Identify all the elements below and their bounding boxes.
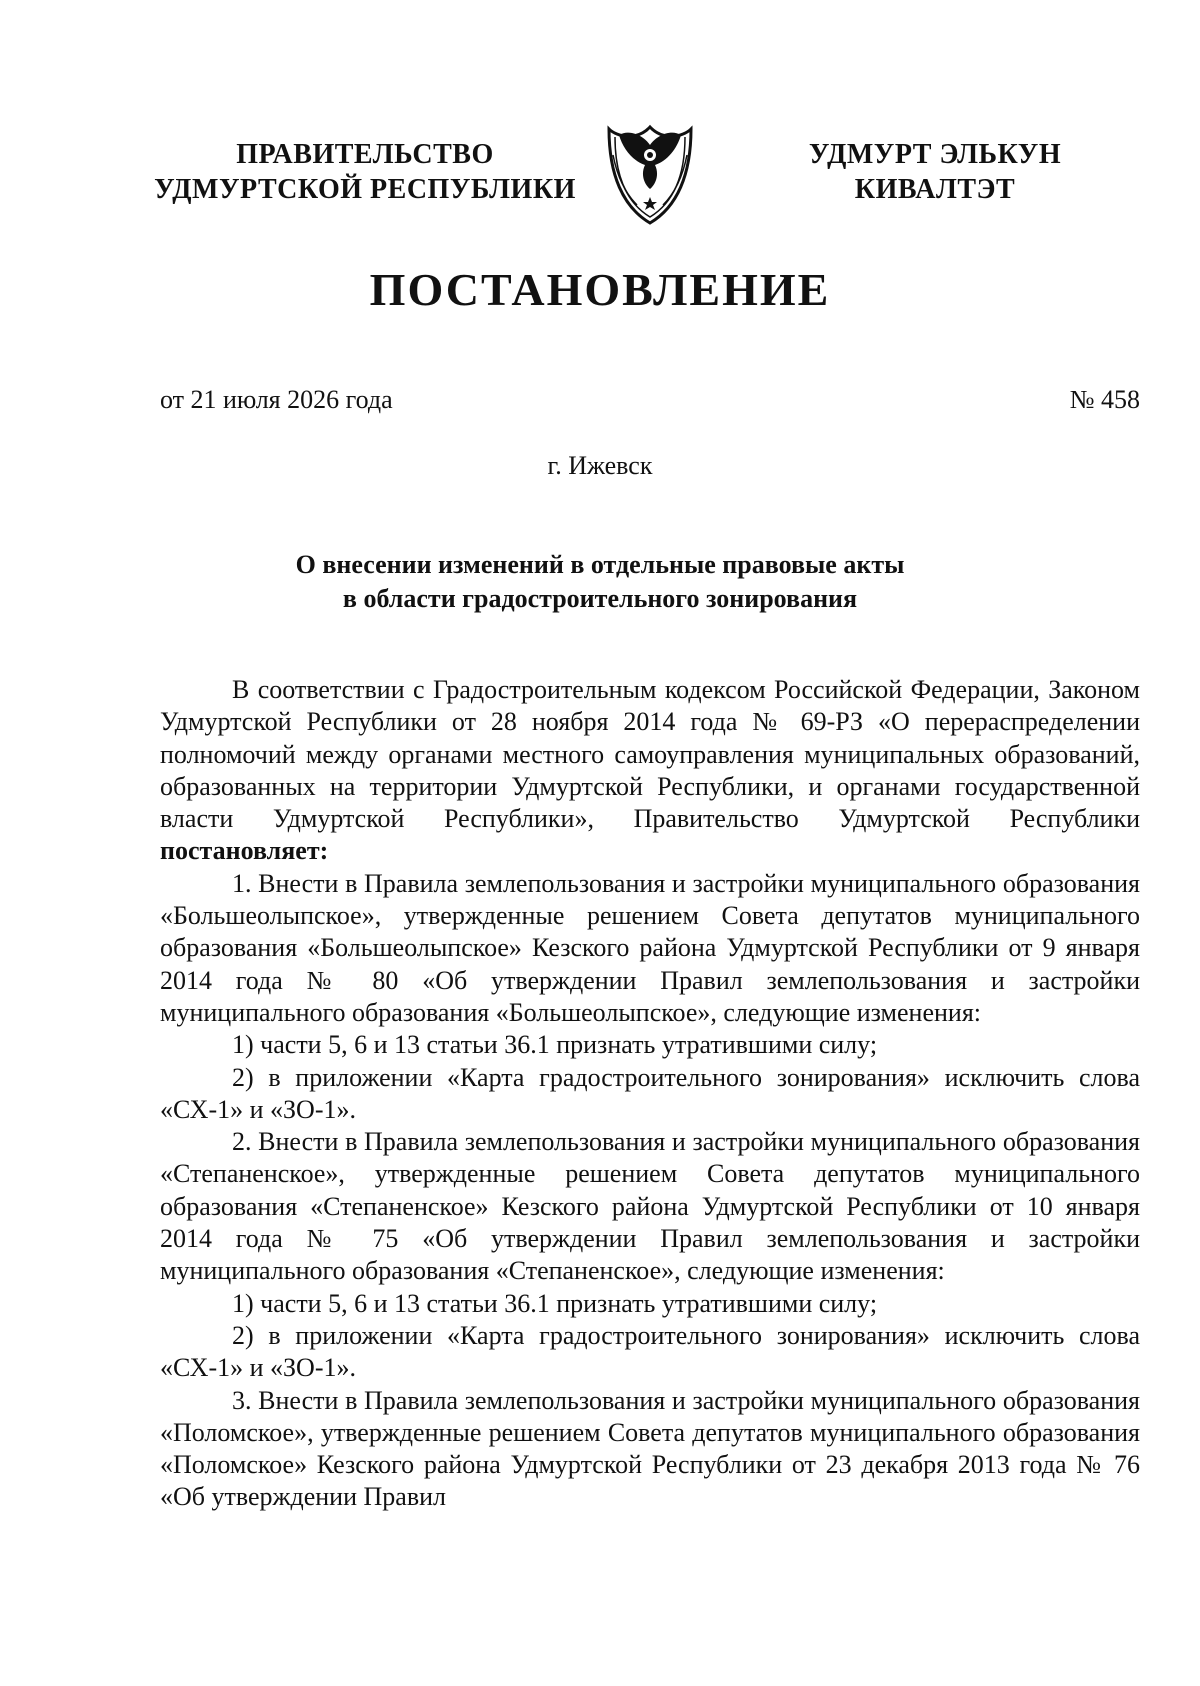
preamble-text: В соответствии с Градостроительным кодексом Российской Федерации, Законом Удмуртской Республики от 28 ноября 2014 года № 69-РЗ «О перераспределении полномочий между органами местного самоуправления муниципальных образований, образованных на территории Удмуртской Республики, и органами государственной власти Удмуртской Республики», Правительство Удмуртской Республики — [160, 675, 1140, 834]
subject-line-2: в области градостроительного зонирования — [342, 584, 858, 613]
government-name-line-2: УДМУРТСКОЙ РЕСПУБЛИКИ — [154, 174, 576, 205]
document-date: от 21 июля 2026 года — [160, 385, 393, 414]
item-1-subitem-2: 2) в приложении «Карта градостроительного зонирования» исключить слова «СХ-1» и «ЗО-1». — [160, 1062, 1140, 1124]
item-2-paragraph: 2. Внести в Правила землепользования и застройки муниципального образования «Степаненское», утвержденные решением Совета депутатов муниципального образования «Степаненское» Кезского района Удмуртской Республики от 10 января 2014 года № 75 «Об утверждении Правил землепользования и застройки муниципального образования «Степаненское», следующие изменения: — [160, 1127, 1140, 1286]
government-name-udmurt-line-2: КИВАЛТЭТ — [854, 174, 1016, 205]
preamble-colon: : — [319, 836, 329, 866]
document-subject — [0, 548, 1200, 616]
subject-line-1: О внесении изменений в отдельные правовые акты — [295, 550, 905, 579]
item-1-subitem-1: 1) части 5, 6 и 13 статьи 36.1 признать утратившими силу; — [232, 1030, 878, 1060]
government-name-russian — [150, 137, 580, 207]
document-body — [160, 674, 1140, 1514]
document-title: ПОСТАНОВЛЕНИЕ — [369, 264, 831, 315]
preamble-paragraph — [160, 674, 1140, 868]
document-city: г. Ижевск — [547, 451, 653, 480]
government-name-udmurt-line-1: УДМУРТ ЭЛЬКУН — [808, 139, 1062, 170]
document-number: № 458 — [1069, 385, 1140, 414]
date-number-line — [160, 382, 1140, 418]
item-1-paragraph: 1. Внести в Правила землепользования и застройки муниципального образования «Большеолыпское», утвержденные решением Совета депутатов муниципального образования «Большеолыпское» Кезского района Удмуртской Республики от 9 января 2014 года № 80 «Об утверждении Правил землепользования и застройки муниципального образования «Большеолыпское», следующие изменения: — [160, 868, 1140, 1027]
udmurt-coat-of-arms-icon — [603, 115, 697, 227]
document-header — [0, 115, 1200, 235]
preamble-decision-word: постановляет — [160, 836, 320, 866]
item-2-subitem-1: 1) части 5, 6 и 13 статьи 36.1 признать утратившими силу; — [232, 1288, 878, 1318]
government-name-line-1: ПРАВИТЕЛЬСТВО — [236, 139, 494, 170]
government-name-udmurt — [790, 137, 1080, 207]
item-3-paragraph: 3. Внести в Правила землепользования и застройки муниципального образования «Поломское», утвержденные решением Совета депутатов муниципального образования «Поломское» Кезского района Удмуртской Республики от 23 декабря 2013 года № 76 «Об утверждении Правил — [160, 1385, 1140, 1512]
item-2-subitem-2: 2) в приложении «Карта градостроительного зонирования» исключить слова «СХ-1» и «ЗО-1». — [160, 1320, 1140, 1383]
